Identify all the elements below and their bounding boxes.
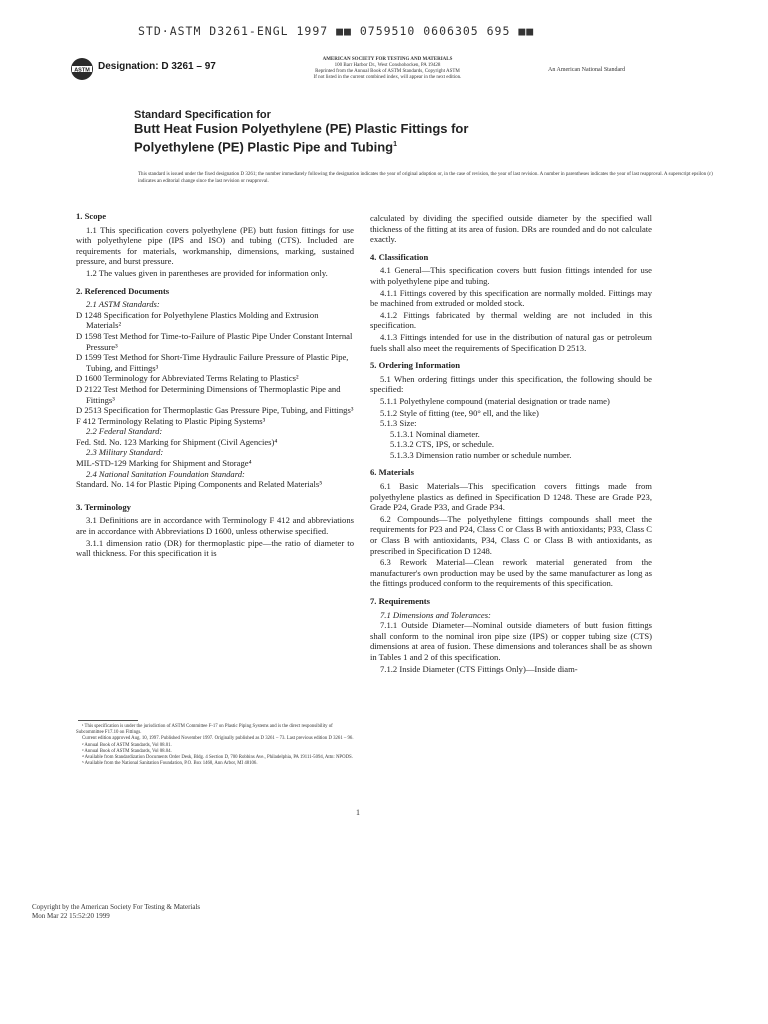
reference-item: MIL-STD-129 Marking for Shipment and Storage⁴ [76, 458, 252, 469]
list-item: 5.1.3.3 Dimension ratio number or schedule number. [390, 449, 572, 460]
reference-item: F 412 Terminology Relating to Plastic Piping Systems³ [76, 415, 266, 426]
subheading: 2.1 ASTM Standards: [86, 299, 160, 310]
list-item: 5.1.3 Size: [380, 418, 417, 429]
footnote: ⁵ Available from the National Sanitation Foundation, P.O. Box 1468, Ann Arbor, MI 48106. [82, 761, 258, 767]
header-code: STD·ASTM D3261-ENGL 1997 ■■ 0759510 0606305 695 ■■ [138, 24, 535, 38]
footnote: ⁴ Available from Standardization Documents Order Desk, Bldg. 4 Section D, 700 Robbins Ave., Philadelphia, PA 19111-5094, Attn: NPODS. [82, 755, 353, 761]
paragraph: calculated by dividing the specified outside diameter by the specified wall thickness of the fitting at its area of fusion. DRs are rounded and do not calculate exactly. [370, 213, 652, 245]
reference-item: D 1599 Test Method for Short-Time Hydraulic Failure Pressure of Plastic Pipe, Tubing, and Fittings³ [76, 352, 349, 373]
subheading: 2.4 National Sanitation Foundation Standard: [86, 468, 245, 479]
section-heading: 3. Terminology [76, 501, 131, 512]
designation: Designation: D 3261 – 97 [98, 61, 216, 72]
left-column [76, 211, 354, 560]
footnote: ² Annual Book of ASTM Standards, Vol 08.01. [82, 742, 172, 748]
footnotes [76, 724, 356, 767]
paragraph: 6.1 Basic Materials—This specification covers fittings made from polyethylene plastics as defined in Specification D 1248. These are Grade P23, Grade P24, Grade P33, and Grade P34. [370, 481, 652, 513]
paragraph: 6.2 Compounds—The polyethylene fittings compounds shall meet the requirements for P23 and P24, Class C or Class B with antioxidants; P33, Class C or Class B with antioxidants, P34, Class C or Class B with antioxidants, as prescribed in Specification D 1248. [370, 513, 652, 556]
section-heading: 2. Referenced Documents [76, 285, 170, 296]
paragraph: 4.1 General—This specification covers butt fusion fittings intended for use with polyethylene pipe and tubing. [370, 265, 652, 286]
section-heading: 4. Classification [370, 251, 429, 262]
paragraph: 5.1.1 Polyethylene compound (material designation or trade name) [380, 395, 610, 406]
paragraph: 3.1.1 dimension ratio (DR) for thermoplastic pipe—the ratio of diameter to wall thickness. For this specification it is [76, 537, 354, 559]
footnote: Current edition approved Aug. 10, 1997. Published November 1997. Originally published as D 3261 – 73. Last previous edition D 3261 – 96. [82, 736, 354, 742]
copyright-line: Copyright by the American Society For Testing & Materials [32, 903, 201, 911]
paragraph: 4.1.2 Fittings fabricated by thermal welding are not included in this specification. [370, 309, 652, 331]
society-line: Reprinted from the Annual Book of ASTM Standards, Copyright ASTM [315, 69, 460, 74]
list-item: 5.1.3.1 Nominal diameter. [390, 428, 480, 439]
paragraph: 7.1.2 Inside Diameter (CTS Fittings Only)—Inside diam- [380, 663, 578, 674]
title-footnote-mark: 1 [393, 141, 397, 148]
reference-item: D 1598 Test Method for Time-to-Failure of Plastic Pipe Under Constant Internal Pressure³ [76, 330, 353, 352]
reference-item: Fed. Std. No. 123 Marking for Shipment (Civil Agencies)⁴ [76, 436, 278, 447]
subheading: 2.3 Military Standard: [86, 447, 164, 458]
document-title [134, 109, 694, 155]
paragraph: 5.1 When ordering fittings under this specification, the following should be specified: [370, 373, 652, 395]
section-heading: 5. Ordering Information [370, 360, 460, 371]
section-heading: 7. Requirements [370, 596, 430, 606]
paragraph: 4.1.3 Fittings intended for use in the distribution of natural gas or petroleum fuels shall also meet the requirements of Specification D 2513. [370, 331, 652, 353]
footnote: ¹ This specification is under the jurisdiction of ASTM Committee F-17 on Plastic Piping Systems and is the direct responsibility of Subcommittee F17.10 on Fittings. [76, 724, 333, 736]
copyright-block [32, 903, 200, 920]
society-line: 100 Barr Harbor Dr., West Conshohocken, PA 19428 [334, 63, 441, 68]
right-column [370, 213, 652, 675]
title-line-3 [134, 137, 694, 155]
paragraph: 1.1 This specification covers polyethylene (PE) butt fusion fittings for use with polyethylene pipe (IPS and ISO) and tubing (CTS). Included are requirements for materials, workmanship, dimensions, marking, sustained pressure, and burst pressure. [76, 224, 354, 267]
reference-item: D 2513 Specification for Thermoplastic Gas Pressure Pipe, Tubing, and Fittings³ [76, 405, 354, 416]
society-line: AMERICAN SOCIETY FOR TESTING AND MATERIALS [322, 57, 453, 62]
society-line: If not listed in the current combined index, will appear in the next edition. [313, 75, 462, 80]
title-line-2: Butt Heat Fusion Polyethylene (PE) Plastic Fittings for [134, 121, 469, 136]
page-number: 1 [356, 808, 360, 817]
section-heading: 6. Materials [370, 467, 414, 478]
paragraph: 1.2 The values given in parentheses are provided for information only. [86, 267, 328, 278]
subheading: 2.2 Federal Standard: [86, 426, 163, 437]
logo-text: ASTM [74, 67, 90, 74]
list-item: 5.1.2 Style of fitting (tee, 90° ell, and the like) [380, 407, 539, 418]
ans-label: An American National Standard [548, 67, 626, 73]
subheading: 7.1 Dimensions and Tolerances: [380, 609, 491, 620]
society-block [265, 57, 510, 81]
reference-item: D 1248 Specification for Polyethylene Plastics Molding and Extrusion Materials² [76, 309, 319, 331]
footnote: ³ Annual Book of ASTM Standards, Vol 08.04. [82, 748, 172, 754]
astm-logo [70, 55, 94, 83]
list-item: 5.1.3.2 CTS, IPS, or schedule. [390, 439, 495, 450]
title-line-3-text: Polyethylene (PE) Plastic Pipe and Tubing [134, 139, 394, 155]
paragraph: 6.3 Rework Material—Clean rework material generated from the manufacturer's own production may be used by the same manufacturer as long as the fittings produced conform to the requirements of this specification. [370, 557, 652, 589]
reference-item: D 2122 Test Method for Determining Dimensions of Thermoplastic Pipe and Fittings³ [76, 383, 341, 405]
issued-note: This standard is issued under the fixed designation D 3261; the number immediately following the designation indicates the year of original adoption or, in the case of revision, the year of last revision. A number in parentheses indicates the year of last reapproval. A superscript epsilon (ε) indicates an editorial change since the last revision or reapproval. [138, 172, 713, 184]
section-heading: 1. Scope [76, 211, 107, 221]
paragraph: 3.1 Definitions are in accordance with Terminology F 412 and abbreviations are in accordance with Abbreviations D 1600, unless otherwise specified. [76, 515, 354, 537]
timestamp: Mon Mar 22 15:52:20 1999 [32, 911, 110, 920]
paragraph: 4.1.1 Fittings covered by this specification are normally molded. Fittings may be machined from extruded or molded stock. [370, 287, 652, 309]
title-line-1: Standard Specification for [134, 109, 271, 121]
reference-item: Standard. No. 14 for Plastic Piping Components and Related Materials⁵ [76, 479, 323, 490]
paragraph: 7.1.1 Outside Diameter—Nominal outside diameters of butt fusion fittings shall conform to the nominal iron pipe size (IPS) or copper tubing size (CTS) dimensions at area of fusion. These dimensions and tolerances shall be as shown in Tables 1 and 2 of this specification. [370, 620, 652, 662]
footnote-rule [78, 720, 138, 721]
reference-item: D 1600 Terminology for Abbreviated Terms Relating to Plastics² [76, 373, 299, 384]
